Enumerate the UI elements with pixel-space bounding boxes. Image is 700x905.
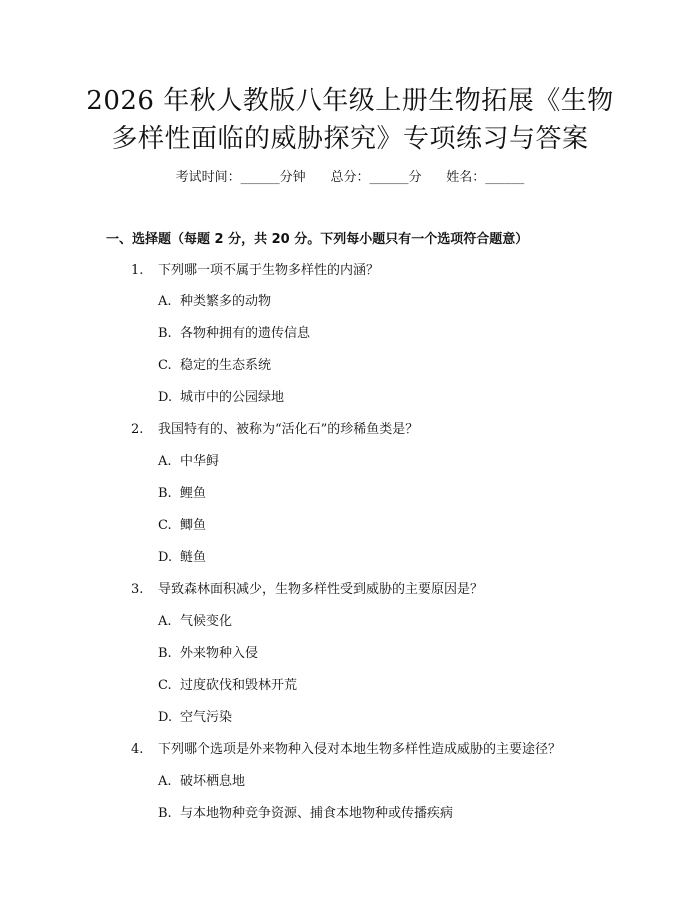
exam-title bbox=[0, 82, 700, 158]
question-1-option-d bbox=[158, 388, 284, 408]
option-letter: A. bbox=[158, 454, 172, 469]
question-1 bbox=[131, 261, 379, 281]
exam-title-line-2: 多样性面临的威胁探究》专项练习与答案 bbox=[111, 124, 589, 154]
exam-meta-line bbox=[0, 168, 700, 188]
option-letter: A. bbox=[158, 294, 172, 309]
question-number: 2. bbox=[131, 422, 144, 437]
exam-title-line-1: 2026 年秋人教版八年级上册生物拓展《生物 bbox=[86, 86, 614, 116]
question-3-option-d bbox=[158, 708, 232, 728]
question-4-option-b bbox=[158, 804, 453, 824]
option-text: 鲢鱼 bbox=[180, 550, 207, 565]
option-letter: A. bbox=[158, 774, 172, 789]
exam-time-field: 考试时间：______分钟 bbox=[175, 170, 306, 185]
option-letter: B. bbox=[158, 806, 172, 821]
option-letter: B. bbox=[158, 486, 172, 501]
option-letter: B. bbox=[158, 646, 172, 661]
student-name-field: 姓名：______ bbox=[446, 170, 525, 185]
option-text: 破坏栖息地 bbox=[180, 774, 246, 789]
option-letter: C. bbox=[158, 678, 172, 693]
option-text: 外来物种入侵 bbox=[180, 646, 259, 661]
question-4-option-a bbox=[158, 772, 245, 792]
question-2-option-a bbox=[158, 452, 219, 472]
option-text: 种类繁多的动物 bbox=[180, 294, 272, 309]
question-number: 1. bbox=[131, 263, 144, 278]
question-3-option-b bbox=[158, 644, 258, 664]
question-text: 我国特有的、被称为“活化石”的珍稀鱼类是？ bbox=[158, 422, 419, 437]
option-text: 中华鲟 bbox=[180, 454, 220, 469]
option-text: 稳定的生态系统 bbox=[180, 358, 272, 373]
option-text: 鲫鱼 bbox=[180, 518, 207, 533]
question-2-option-d bbox=[158, 548, 206, 568]
question-2 bbox=[131, 420, 418, 440]
question-number: 4. bbox=[131, 742, 144, 757]
question-3 bbox=[131, 580, 483, 600]
option-text: 过度砍伐和毁林开荒 bbox=[180, 678, 298, 693]
option-letter: C. bbox=[158, 358, 172, 373]
question-text: 下列哪个选项是外来物种入侵对本地生物多样性造成威胁的主要途径？ bbox=[158, 742, 562, 757]
option-letter: D. bbox=[158, 390, 173, 405]
option-letter: D. bbox=[158, 550, 173, 565]
option-text: 鲤鱼 bbox=[180, 486, 207, 501]
option-text: 气候变化 bbox=[180, 614, 233, 629]
option-letter: D. bbox=[158, 710, 173, 725]
section-heading: 一、选择题（每题 2 分，共 20 分。下列每小题只有一个选项符合题意） bbox=[106, 232, 529, 247]
question-1-option-b bbox=[158, 324, 310, 344]
question-3-option-a bbox=[158, 612, 232, 632]
option-letter: A. bbox=[158, 614, 172, 629]
option-text: 各物种拥有的遗传信息 bbox=[180, 326, 311, 341]
question-1-option-a bbox=[158, 292, 271, 312]
question-text: 下列哪一项不属于生物多样性的内涵？ bbox=[158, 263, 380, 278]
question-3-option-c bbox=[158, 676, 297, 696]
question-1-option-c bbox=[158, 356, 271, 376]
option-letter: B. bbox=[158, 326, 172, 341]
total-score-field: 总分：______分 bbox=[330, 170, 422, 185]
option-text: 城市中的公园绿地 bbox=[180, 390, 285, 405]
question-text: 导致森林面积减少，生物多样性受到威胁的主要原因是？ bbox=[158, 582, 484, 597]
option-text: 与本地物种竞争资源、捕食本地物种或传播疾病 bbox=[180, 806, 454, 821]
question-4 bbox=[131, 740, 561, 760]
option-letter: C. bbox=[158, 518, 172, 533]
question-2-option-b bbox=[158, 484, 206, 504]
option-text: 空气污染 bbox=[180, 710, 233, 725]
question-2-option-c bbox=[158, 516, 206, 536]
question-number: 3. bbox=[131, 582, 144, 597]
